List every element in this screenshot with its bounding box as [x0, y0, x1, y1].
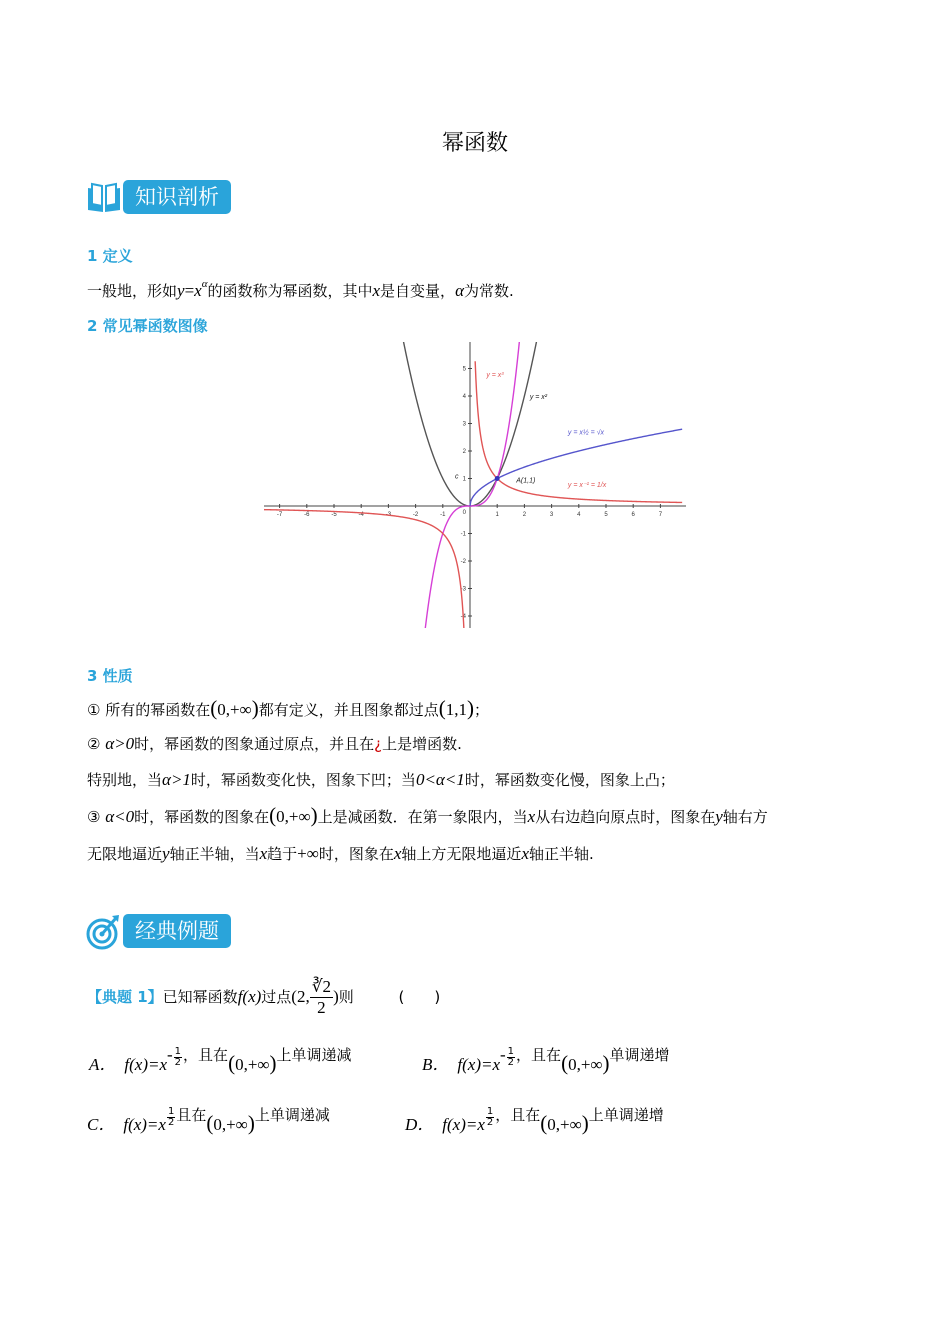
p4-d: 从右边趋向原点时，图象在: [535, 808, 716, 826]
option-exponent: [167, 1045, 183, 1068]
option-tail-a: 且在: [176, 1106, 207, 1124]
label-x-cubed: y = x³: [486, 371, 504, 379]
x-tick-label: -4: [358, 512, 364, 518]
option-letter: B．: [422, 1055, 450, 1074]
y-tick-label: 1: [462, 476, 466, 483]
def-pre: 一般地，形如: [87, 282, 178, 300]
p4-b: 时，幂函数的图象在: [134, 808, 270, 826]
option-tail-b: 单调递增: [609, 1046, 670, 1064]
power-function-graph: [264, 342, 686, 628]
p2-a: ②: [87, 735, 101, 753]
option-exp-frac: [167, 1107, 175, 1128]
option-letter: A．: [89, 1055, 117, 1074]
y-tick-label: -3: [460, 586, 466, 593]
definition-text: [87, 278, 514, 301]
option-interval: [228, 1051, 277, 1075]
p4-y: y: [715, 807, 723, 826]
option-interval-body: 0,+∞: [235, 1055, 270, 1074]
option-tail-a: ，且在: [516, 1046, 562, 1064]
option-paren-open: (: [561, 1051, 569, 1075]
label-point-a: A(1,1): [516, 477, 536, 485]
option-paren-close: ): [581, 1111, 589, 1135]
point-a: [495, 476, 500, 481]
p5-f: 轴正半轴.: [528, 845, 594, 863]
target-icon: [86, 912, 122, 950]
p5-e: 轴上方无限地逼近: [401, 845, 522, 863]
x-tick-label: -6: [304, 512, 310, 518]
option-exponent: [166, 1105, 176, 1128]
p1-pt-open: (: [438, 696, 446, 720]
stem-a: 已知幂函数: [162, 988, 238, 1006]
option-d[interactable]: [405, 1104, 664, 1136]
option-b[interactable]: [422, 1044, 670, 1076]
p5-y: y: [162, 844, 170, 863]
def-var-x: x: [372, 281, 381, 300]
label-sqrt: y = x½ = √x: [567, 429, 605, 437]
option-paren-open: (: [206, 1111, 214, 1135]
section-banner-examples: 经典例题: [123, 914, 231, 948]
option-paren-open: (: [540, 1111, 548, 1135]
option-interval-body: 0,+∞: [547, 1115, 582, 1134]
option-tail-a: ，且在: [183, 1046, 229, 1064]
p3-c: 时，幂函数变化慢，图象上凸；: [464, 771, 675, 789]
properties-heading: 3 性质: [87, 667, 133, 685]
example-stem: [87, 972, 440, 1022]
option-exp-frac: [507, 1047, 515, 1068]
origin-label: 0: [462, 510, 466, 516]
option-lhs: f(x)=x: [442, 1115, 485, 1134]
option-exp-num: 1: [167, 1105, 175, 1117]
option-interval: [206, 1111, 255, 1135]
p4-close: ): [310, 803, 318, 827]
y-tick-label: -1: [460, 531, 466, 538]
option-letter: D．: [405, 1115, 435, 1134]
option-exponent: [500, 1045, 516, 1068]
x-tick-label: -3: [385, 512, 392, 518]
p4-c: 上是减函数．在第一象限内，当: [317, 808, 528, 826]
def-sup: α: [201, 278, 208, 290]
p3-cond2: 0<α<1: [415, 770, 465, 789]
def-post: 为常数.: [464, 282, 514, 300]
page-title: 幂函数: [441, 131, 508, 156]
example-tag: 【典题 1】: [87, 988, 163, 1006]
option-exp-sign: -: [500, 1045, 506, 1064]
option-interval: [561, 1051, 610, 1075]
option-lhs: f(x)=x: [123, 1115, 166, 1134]
p4-a: ③: [87, 808, 101, 826]
y-tick-label: -2: [460, 559, 466, 565]
option-exp-den: 2: [167, 1116, 175, 1128]
p1-interval: 0,+∞: [217, 700, 252, 719]
option-paren-close: ): [247, 1111, 255, 1135]
p1-pt-close: ): [466, 696, 474, 720]
option-paren-close: ): [269, 1051, 277, 1075]
stem-point-frac: [310, 977, 333, 1018]
option-exp-den: 2: [486, 1116, 494, 1128]
option-lhs: f(x)=x: [124, 1055, 167, 1074]
def-mid2: 是自变量，: [380, 282, 456, 300]
stem-point-a: (2,: [291, 987, 310, 1006]
x-tick-label: 2: [522, 512, 527, 518]
x-tick-label: 1: [495, 512, 499, 518]
p4-x: x: [527, 807, 536, 826]
option-exp-sign: -: [167, 1045, 173, 1064]
section-banner-knowledge: 知识剖析: [123, 180, 231, 214]
label-inverse: y = x⁻¹ = 1/x: [567, 481, 607, 489]
p5-x3: x: [521, 844, 529, 863]
label-x-squared: y = x²: [529, 393, 548, 401]
p5-b: 轴正半轴，当: [169, 845, 260, 863]
p1-a: ① 所有的幂函数在: [87, 701, 211, 719]
p5-d: 时，图象在: [318, 845, 394, 863]
x-tick-label: -2: [412, 512, 419, 518]
stem-point-den: 2: [317, 998, 326, 1017]
p5-x2: x: [393, 844, 402, 863]
stem-point-num: ∛2: [311, 977, 332, 996]
option-exp-den: 2: [174, 1056, 182, 1068]
y-tick-label: 3: [462, 421, 466, 428]
graph-heading: 2 常见幂函数图像: [87, 317, 208, 335]
x-tick-label: -1: [440, 512, 446, 518]
label-c: c: [455, 473, 459, 481]
p4-open: (: [269, 803, 277, 827]
y-tick-label: 5: [462, 366, 466, 373]
stem-b: 过点: [261, 988, 292, 1006]
y-tick-label: 2: [462, 449, 466, 455]
option-interval: [540, 1111, 589, 1135]
p5-c: 趋于: [267, 845, 298, 863]
option-c[interactable]: [87, 1104, 330, 1136]
x-tick-label: 4: [577, 512, 581, 518]
answer-blank: ( ): [398, 988, 441, 1006]
p2-b: 时，幂函数的图象通过原点，并且在: [134, 735, 375, 753]
option-exp-num: 1: [174, 1045, 182, 1057]
p2-c: 上是增函数.: [382, 735, 462, 753]
option-a[interactable]: [89, 1044, 352, 1076]
option-lhs: f(x)=x: [457, 1055, 500, 1074]
p2-cond: α>0: [105, 734, 135, 753]
option-exponent: [485, 1105, 495, 1128]
p1-c: ；: [473, 701, 489, 719]
stem-point-close: ): [333, 987, 339, 1006]
option-letter: C．: [87, 1115, 116, 1134]
p4-e: 轴右方: [722, 808, 768, 826]
property-3-cont: [87, 843, 594, 864]
option-exp-num: 1: [507, 1045, 515, 1057]
x-tick-label: 7: [658, 512, 663, 518]
y-tick-label: -4: [460, 614, 466, 620]
def-mid1: 的函数称为幂函数，其中: [207, 282, 373, 300]
p5-inf: +∞: [297, 844, 319, 863]
p1-point: 1,1: [445, 700, 467, 719]
option-tail-b: 上单调递减: [276, 1046, 352, 1064]
x-tick-label: -7: [276, 512, 283, 518]
definition-heading: 1 定义: [87, 247, 133, 265]
option-tail-a: ，且在: [495, 1106, 541, 1124]
open-book-icon: [86, 180, 122, 214]
option-tail-b: 上单调递增: [588, 1106, 664, 1124]
p3-b: 时，幂函数变化快，图象下凹；当: [190, 771, 416, 789]
option-interval-body: 0,+∞: [568, 1055, 603, 1074]
p1-close: ): [251, 696, 259, 720]
def-x: x: [194, 281, 202, 300]
x-tick-label: -5: [331, 512, 337, 518]
def-var-alpha: α: [455, 281, 464, 300]
p2-glitch: ¿: [374, 735, 383, 753]
p5-a: 无限地逼近: [87, 845, 163, 863]
option-exp-den: 2: [507, 1056, 515, 1068]
property-1: [87, 696, 489, 721]
option-interval-body: 0,+∞: [213, 1115, 248, 1134]
p1-b: 都有定义，并且图象都过点: [258, 701, 439, 719]
property-3: [87, 803, 768, 828]
p3-cond1: α>1: [162, 770, 191, 789]
property-2-special: [87, 769, 675, 790]
x-tick-label: 5: [604, 512, 608, 518]
x-tick-label: 6: [631, 512, 635, 518]
p1-open: (: [210, 696, 218, 720]
option-exp-num: 1: [486, 1105, 494, 1117]
p4-interval: 0,+∞: [276, 807, 311, 826]
p4-cond: α<0: [105, 807, 135, 826]
property-2: [87, 733, 462, 754]
option-paren-open: (: [228, 1051, 236, 1075]
option-exp-frac: [174, 1047, 182, 1068]
y-tick-label: 4: [462, 394, 466, 400]
option-exp-frac: [486, 1107, 494, 1128]
x-tick-label: 3: [549, 512, 554, 518]
stem-c: 则: [338, 988, 354, 1006]
p3-a: 特别地，当: [87, 771, 163, 789]
def-eq: =: [184, 281, 195, 300]
option-tail-b: 上单调递减: [254, 1106, 330, 1124]
option-paren-close: ): [602, 1051, 610, 1075]
stem-fx: f(x): [237, 987, 262, 1006]
def-y: y: [177, 281, 185, 300]
p5-x: x: [259, 844, 268, 863]
